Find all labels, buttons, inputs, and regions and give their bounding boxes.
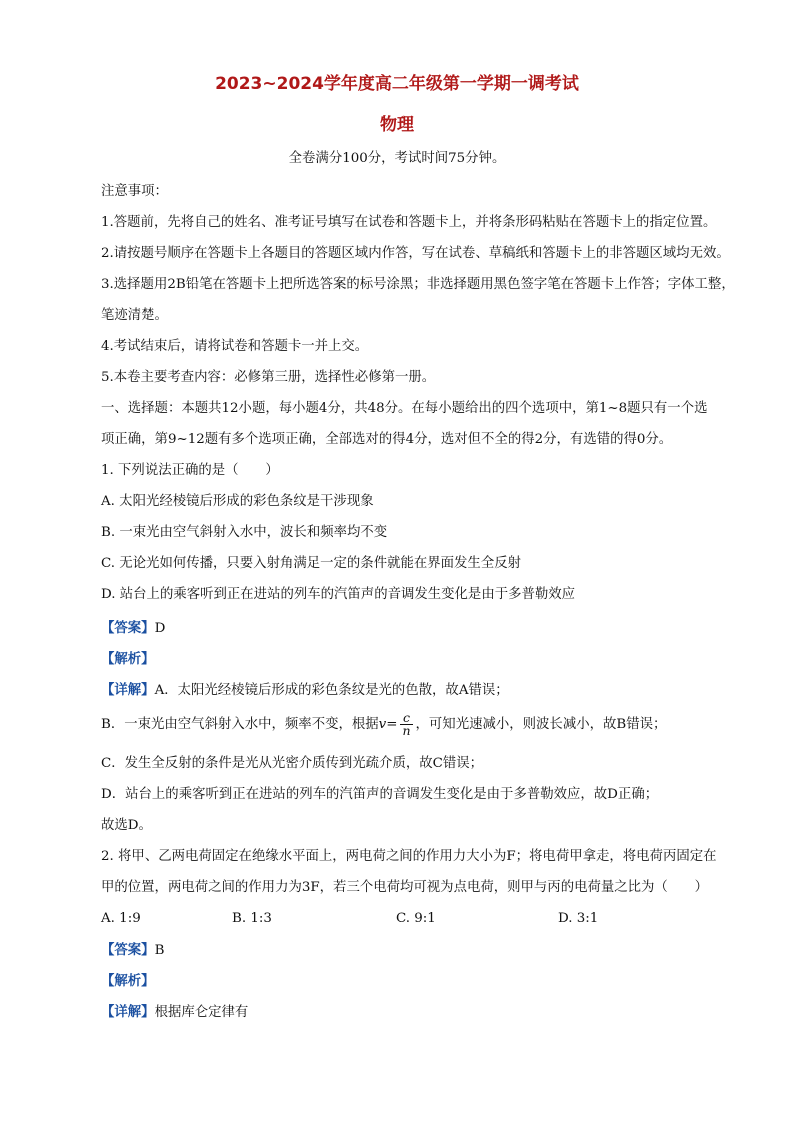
- question-1-conclusion: 故选D。: [101, 818, 152, 833]
- question-2-option-c: C. 9:1: [396, 911, 436, 926]
- answer-tag: 【答案】: [101, 943, 155, 958]
- detail-tag: 【详解】: [101, 1005, 155, 1020]
- formula-numerator: c: [400, 712, 412, 725]
- question-2-option-d: D. 3:1: [558, 911, 599, 926]
- question-1-analysis: [101, 651, 155, 669]
- question-2-option-a: A. 1:9: [101, 911, 141, 926]
- question-2-answer: [101, 942, 164, 960]
- note-item: 2.请按题号顺序在答题卡上各题目的答题区域内作答，写在试卷、草稿纸和答题卡上的非答题区域均无效。: [101, 246, 730, 261]
- question-1-answer: [101, 620, 165, 638]
- question-1-stem: 1. 下列说法正确的是（ ）: [101, 463, 279, 478]
- question-1-detail-b: [101, 712, 666, 737]
- detail-text: 根据库仑定律有: [154, 1005, 249, 1020]
- question-2-stem: 2. 将甲、乙两电荷固定在绝缘水平面上，两电荷之间的作用力大小为F；将电荷甲拿走，将电荷丙固定在: [101, 849, 717, 864]
- note-item-continued: 笔迹清楚。: [101, 308, 168, 323]
- score-info: 全卷满分100分，考试时间75分钟。: [288, 151, 506, 166]
- question-2-detail: [101, 1004, 248, 1022]
- formula-fraction: [400, 712, 412, 737]
- question-2-stem-continued: 甲的位置，两电荷之间的作用力为3F，若三个电荷均可视为点电荷，则甲与丙的电荷量之比为（ ）: [101, 880, 708, 895]
- question-1-option-c: C. 无论光如何传播，只要入射角满足一定的条件就能在界面发生全反射: [101, 556, 521, 571]
- note-item: 3.选择题用2B铅笔在答题卡上把所选答案的标号涂黑；非选择题用黑色签字笔在答题卡上作答；字体工整，: [101, 277, 735, 292]
- answer-value: B: [154, 943, 165, 958]
- detail-text: B．一束光由空气斜射入水中，频率不变，根据: [101, 717, 379, 732]
- question-1-option-a: A. 太阳光经棱镜后形成的彩色条纹是干涉现象: [101, 494, 374, 509]
- detail-text: A．太阳光经棱镜后形成的彩色条纹是光的色散，故A错误；: [154, 683, 509, 698]
- detail-text: ，可知光速减小，则波长减小，故B错误；: [415, 717, 667, 732]
- question-1-detail-a: [101, 682, 509, 700]
- question-1-option-b: B. 一束光由空气斜射入水中，波长和频率均不变: [101, 525, 388, 540]
- section-instructions-continued: 项正确，第9~12题有多个选项正确，全部选对的得4分，选对但不全的得2分，有选错的得0分。: [101, 432, 673, 447]
- question-2-analysis: [101, 973, 155, 991]
- subject-title: 物理: [380, 115, 414, 135]
- section-instructions: 一、选择题：本题共12小题，每小题4分，共48分。在每小题给出的四个选项中，第1~8题只有一个选: [101, 401, 708, 416]
- answer-tag: 【答案】: [101, 621, 155, 636]
- exam-title: 2023~2024学年度高二年级第一学期一调考试: [215, 74, 579, 94]
- note-item: 5.本卷主要考查内容：必修第三册，选择性必修第一册。: [101, 370, 436, 385]
- note-item: 4.考试结束后，请将试卷和答题卡一并上交。: [101, 339, 369, 354]
- analysis-tag: 【解析】: [101, 974, 155, 989]
- note-item: 1.答题前，先将自己的姓名、准考证号填写在试卷和答题卡上，并将条形码粘贴在答题卡上的指定位置。: [101, 215, 717, 230]
- detail-tag: 【详解】: [101, 683, 155, 698]
- question-1-detail-d: D．站台上的乘客听到正在进站的列车的汽笛声的音调发生变化是由于多普勒效应，故D正确；: [101, 787, 659, 802]
- analysis-tag: 【解析】: [101, 652, 155, 667]
- answer-value: D: [154, 621, 166, 636]
- notes-heading: 注意事项：: [101, 184, 168, 199]
- formula-eq: =: [386, 717, 398, 732]
- formula-v: v: [378, 717, 387, 732]
- question-1-option-d: D. 站台上的乘客听到正在进站的列车的汽笛声的音调发生变化是由于多普勒效应: [101, 587, 576, 602]
- question-2-option-b: B. 1:3: [232, 911, 272, 926]
- question-1-detail-c: C．发生全反射的条件是光从光密介质传到光疏介质，故C错误；: [101, 756, 484, 771]
- formula-denominator: n: [402, 723, 411, 738]
